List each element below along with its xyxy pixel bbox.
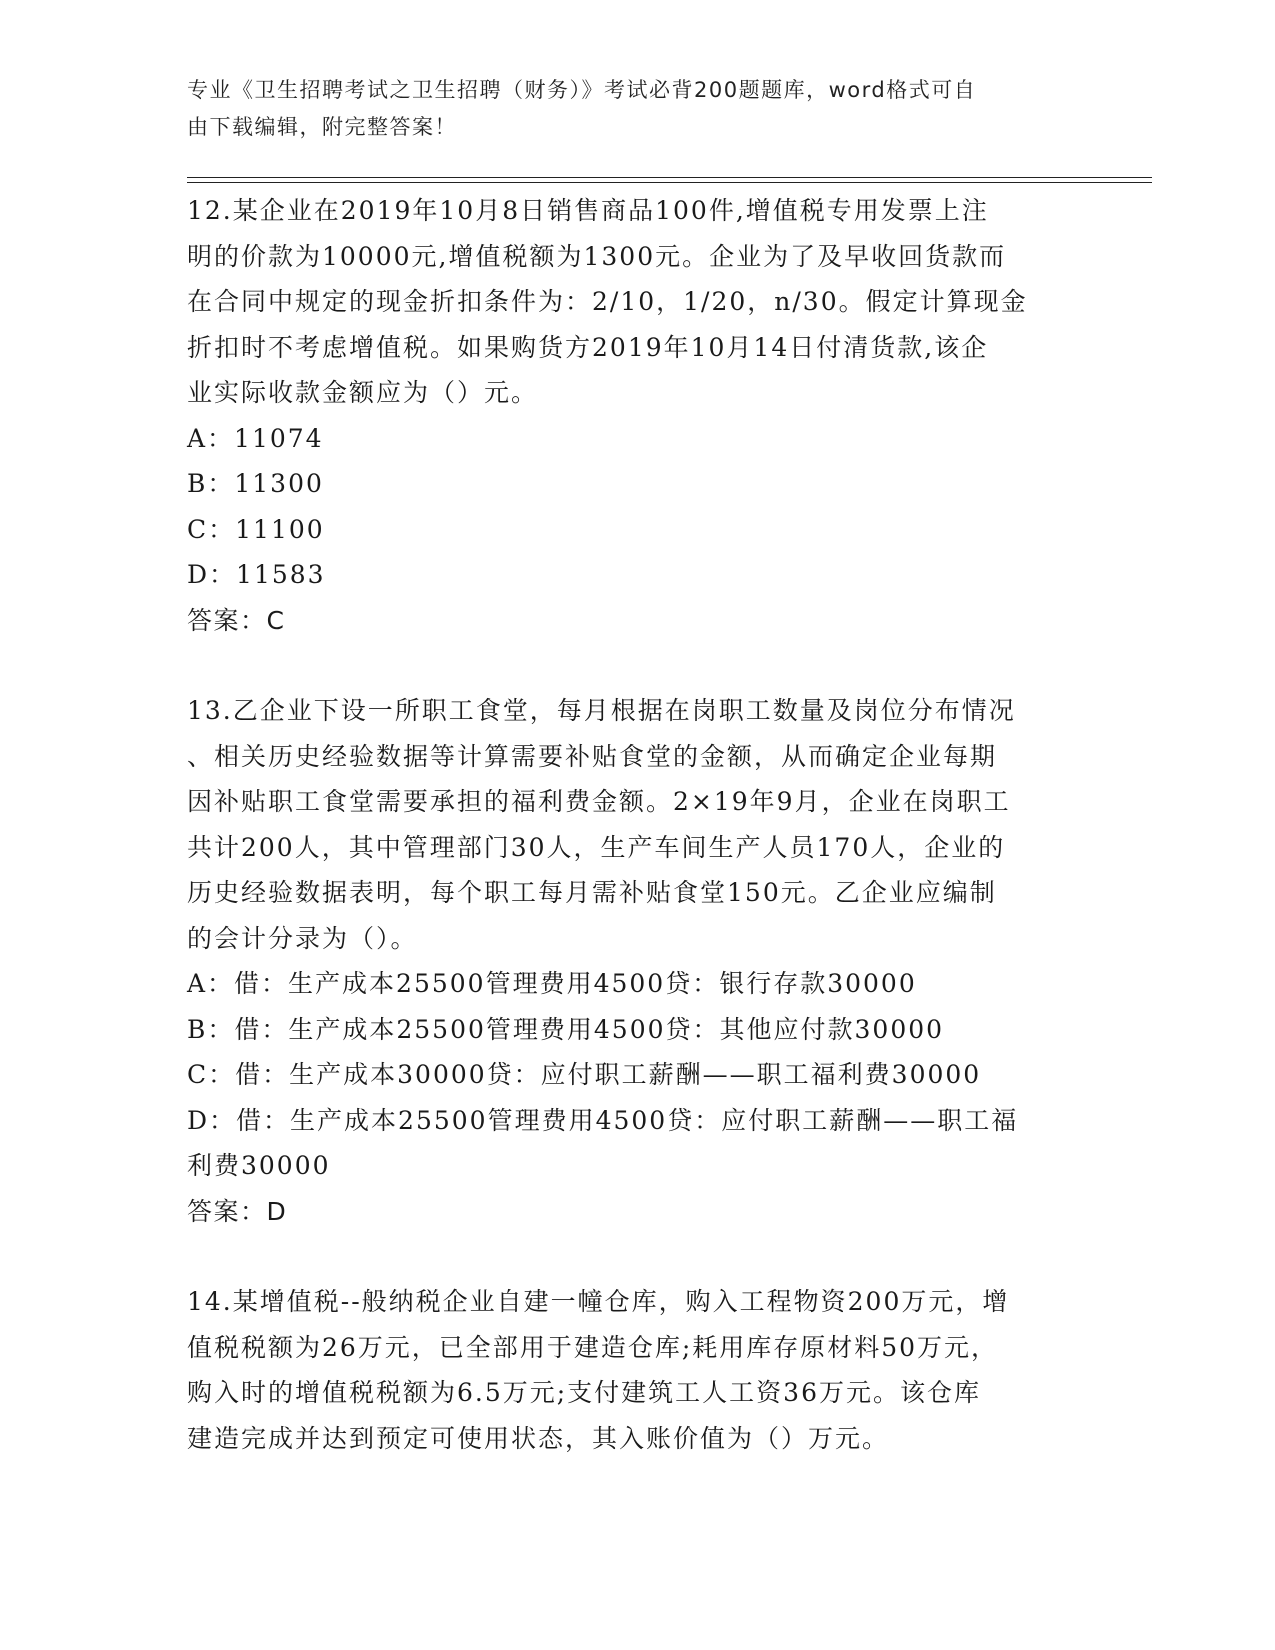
- header-line-2: 由下载编辑，附完整答案！: [187, 115, 457, 139]
- header-line-1: 专业《卫生招聘考试之卫生招聘（财务）》考试必背200题题库，word格式可自: [187, 78, 977, 102]
- question-14: [187, 1279, 1087, 1461]
- answer-label: 答案：D: [187, 1196, 288, 1226]
- question-12: [187, 188, 1087, 643]
- option-c: C：11100: [187, 514, 325, 544]
- answer-label: 答案：C: [187, 605, 286, 635]
- option-d: D：借：生产成本25500管理费用4500贷：应付职工薪酬——职工福: [187, 1105, 1019, 1135]
- question-text-line: 业实际收款金额应为（）元。: [187, 378, 539, 407]
- question-text-line: 建造完成并达到预定可使用状态，其入账价值为（）万元。: [187, 1423, 890, 1453]
- question-text-line: 共计200人，其中管理部门30人，生产车间生产人员170人，企业的: [187, 832, 1006, 862]
- option-c: C：借：生产成本30000贷：应付职工薪酬——职工福利费30000: [187, 1060, 982, 1089]
- header-divider: [187, 177, 1152, 183]
- question-text-line: 历史经验数据表明，每个职工每月需补贴食堂150元。乙企业应编制: [187, 878, 997, 907]
- question-text-line: 购入时的增值税税额为6.5万元;支付建筑工人工资36万元。该仓库: [187, 1378, 981, 1407]
- question-text-line: 明的价款为10000元,增值税额为1300元。企业为了及早收回货款而: [187, 241, 1007, 271]
- question-text-line: 14.某增值税--般纳税企业自建一幢仓库，购入工程物资200万元，增: [187, 1287, 1010, 1316]
- option-d: D：11583: [187, 560, 326, 589]
- question-spacer: [187, 1234, 1087, 1279]
- question-list: [187, 188, 1087, 1461]
- option-d-continued: 利费30000: [187, 1151, 331, 1180]
- option-b: B：借：生产成本25500管理费用4500贷：其他应付款30000: [187, 1014, 945, 1044]
- question-text-line: 、相关历史经验数据等计算需要补贴食堂的金额，从而确定企业每期: [187, 741, 998, 771]
- option-a: A：借：生产成本25500管理费用4500贷：银行存款30000: [187, 969, 917, 998]
- question-text-line: 值税税额为26万元，已全部用于建造仓库;耗用库存原材料50万元，: [187, 1332, 999, 1362]
- question-text-line: 的会计分录为（）。: [187, 923, 418, 953]
- question-text-line: 因补贴职工食堂需要承担的福利费金额。2×19年9月，企业在岗职工: [187, 787, 1011, 816]
- question-spacer: [187, 643, 1087, 688]
- question-text-line: 折扣时不考虑增值税。如果购货方2019年10月14日付清货款,该企: [187, 332, 989, 362]
- question-text-line: 12.某企业在2019年10月8日销售商品100件,增值税专用发票上注: [187, 196, 989, 225]
- question-text-line: 13.乙企业下设一所职工食堂，每月根据在岗职工数量及岗位分布情况: [187, 696, 1016, 725]
- option-b: B：11300: [187, 469, 324, 498]
- document-header: [187, 72, 1067, 146]
- option-a: A：11074: [187, 423, 324, 453]
- question-13: [187, 688, 1087, 1234]
- question-text-line: 在合同中规定的现金折扣条件为：2/10，1/20，n/30。假定计算现金: [187, 287, 1028, 316]
